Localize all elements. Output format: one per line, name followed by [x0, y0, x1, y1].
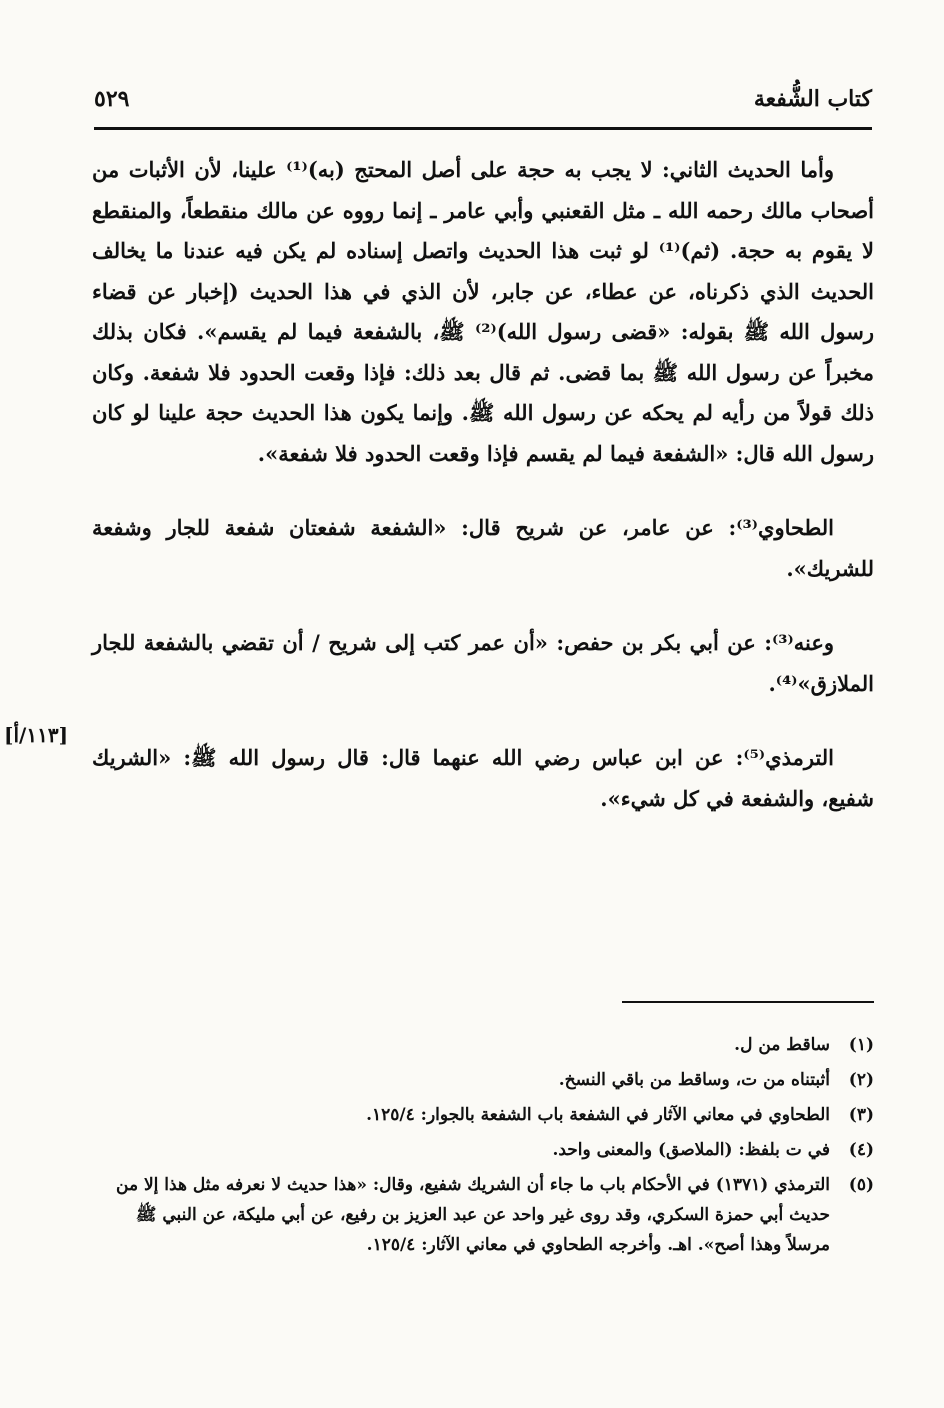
footnote [96, 1100, 874, 1130]
footnote-number: (٥) [848, 1175, 874, 1195]
paragraph-tirmidhi: الترمذي⁽⁵⁾: عن ابن عباس رضي الله عنهما قال: قال رسول الله ﷺ: «الشريك شفيع، والشفعة في كل شيء». [92, 745, 874, 811]
footnotes [96, 1030, 874, 1260]
footnote-number: (٤) [848, 1140, 874, 1160]
paragraph-hadith-discussion: وأما الحديث الثاني: لا يجب به حجة على أصل المحتج (به)⁽¹⁾ علينا، لأن الأثبات من أصحاب مالك رحمه الله ـ مثل القعنبي وأبي عامر ـ إنما رووه عن مالك منقطعاً، والمنقطع لا يقوم به حجة. (ثم)⁽¹⁾ لو ثبت هذا الحديث واتصل إسناده لم يكن فيه عندنا ما يخالف الحديث الذي ذكرناه، عن عطاء، عن جابر، لأن الذي في هذا الحديث (إخبار عن قضاء رسول الله ﷺ بقوله: «قضى رسول الله)⁽²⁾ ﷺ، بالشفعة فيما لم يقسم». فكان بذلك مخبراً عن رسول الله ﷺ بما قضى. ثم قال بعد ذلك: فإذا وقعت الحدود فلا شفعة. وكان ذلك قولاً من رأيه لم يحكه عن رسول الله ﷺ. وإنما يكون هذا الحديث حجة علينا لو كان رسول الله قال: «الشفعة فيما لم يقسم فإذا وقعت الحدود فلا شفعة». [92, 157, 874, 466]
footnote-text: الطحاوي في معاني الآثار في الشفعة باب الشفعة بالجوار: ١٢٥/٤. [366, 1105, 830, 1125]
main-text [92, 150, 874, 819]
footnote-number: (١) [848, 1035, 874, 1055]
footnote-text: في ت بلفظ: (الملاصق) والمعنى واحد. [552, 1140, 830, 1160]
footnote-text: أثبتناه من ت، وساقط من باقي النسخ. [558, 1070, 830, 1090]
paragraph-anhu: وعنه⁽³⁾: عن أبي بكر بن حفص: «أن عمر كتب إلى شريح / أن تقضي بالشفعة للجار الملازق»⁽⁴⁾. [92, 630, 874, 696]
page-header [94, 86, 872, 122]
footnote [96, 1030, 874, 1060]
footnote-number: (٣) [848, 1105, 874, 1125]
footnote-number: (٢) [848, 1070, 874, 1090]
header-rule [94, 127, 872, 130]
footnote-text: ساقط من ل. [734, 1035, 830, 1055]
footnote [96, 1170, 874, 1260]
footnote-text: الترمذي (١٣٧١) في الأحكام باب ما جاء أن الشريك شفيع، وقال: «هذا حديث لا نعرفه مثل هذا إلا من حديث أبي حمزة السكري، وقد روى غير واحد عن عبد العزيز بن رفيع، عن أبي مليكة، عن النبي ﷺ مرسلاً وهذا أصح». اهـ. وأخرجه الطحاوي في معاني الآثار: ١٢٥/٤. [116, 1175, 830, 1255]
footnote [96, 1065, 874, 1095]
footnote-separator [622, 1001, 874, 1003]
running-title: كتاب الشُّفعة [753, 86, 872, 112]
page-number: ٥٢٩ [94, 86, 130, 112]
paragraph-tahawi: الطحاوي⁽³⁾: عن عامر، عن شريح قال: «الشفعة شفعتان شفعة للجار وشفعة للشريك». [92, 515, 874, 581]
manuscript-folio-marker: [١١٣/أ] [4, 723, 69, 747]
footnote [96, 1135, 874, 1165]
